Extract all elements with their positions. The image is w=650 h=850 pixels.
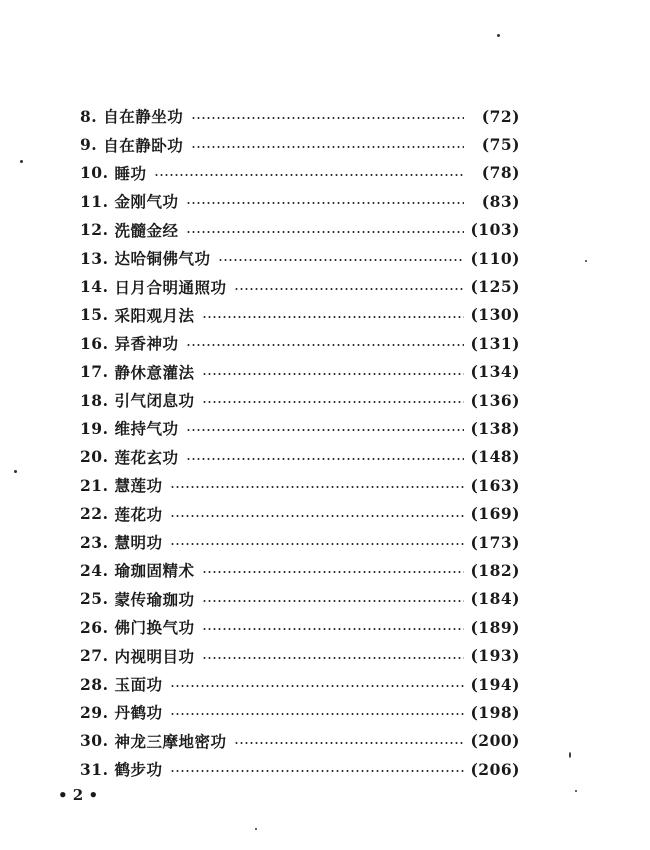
toc-entry-title: 自在静卧功	[103, 135, 184, 155]
toc-entry-title: 佛门换气功	[114, 618, 195, 638]
dot-leader	[154, 174, 464, 176]
toc-entry-page: (78)	[481, 163, 520, 183]
toc-entry-title: 自在静坐功	[103, 107, 184, 127]
toc-entry-title: 维持气功	[114, 419, 179, 439]
toc-entry-title: 睡功	[114, 163, 147, 183]
toc-entry	[80, 358, 520, 386]
dot-leader	[202, 401, 464, 403]
dot-leader	[186, 429, 464, 431]
toc-entry-page: (184)	[470, 589, 520, 609]
toc-entry	[80, 301, 520, 329]
toc-entry	[80, 130, 520, 158]
toc-entry	[80, 698, 520, 726]
dot-leader	[202, 571, 464, 573]
dot-leader	[186, 231, 464, 233]
scan-speck	[585, 260, 587, 262]
toc-entry-number: 26.	[80, 617, 109, 637]
scan-speck	[20, 160, 23, 163]
toc-entry-number: 15.	[80, 305, 109, 325]
toc-entry-number: 25.	[80, 589, 109, 609]
scan-speck	[14, 470, 17, 473]
dot-leader	[170, 543, 464, 545]
toc-entry-number: 17.	[80, 362, 109, 382]
toc-entry-number: 23.	[80, 532, 109, 552]
toc-entry	[80, 329, 520, 357]
dot-leader	[202, 628, 464, 630]
toc-entry-title: 引气闭息功	[114, 391, 195, 411]
toc-entry	[80, 386, 520, 414]
toc-entry	[80, 670, 520, 698]
toc-entry	[80, 244, 520, 272]
toc-entry	[80, 216, 520, 244]
toc-entry-title: 异香神功	[114, 334, 179, 354]
toc-entry-title: 玉面功	[114, 675, 163, 694]
toc-entry-page: (72)	[481, 106, 520, 126]
dot-leader	[234, 288, 464, 290]
dot-leader	[170, 770, 464, 772]
toc-entry-page: (103)	[470, 220, 520, 240]
toc-entry-number: 21.	[80, 475, 109, 495]
toc-entry-title: 瑜珈固精术	[114, 561, 195, 581]
toc-entry	[80, 471, 520, 499]
toc-entry-number: 10.	[80, 163, 109, 183]
toc-entry-page: (206)	[470, 759, 520, 779]
toc-entry	[80, 528, 520, 556]
toc-entry	[80, 641, 520, 669]
toc-entry-title: 蒙传瑜珈功	[114, 589, 195, 609]
toc-entry-title: 内视明目功	[114, 646, 195, 666]
toc-entry	[80, 755, 520, 783]
dot-leader	[186, 344, 464, 346]
toc-entry	[80, 585, 520, 613]
toc-entry-title: 静休意灌法	[114, 362, 195, 382]
toc-entry-number: 22.	[80, 504, 109, 524]
toc-entry-page: (148)	[470, 447, 520, 467]
toc-entry-number: 18.	[80, 390, 109, 410]
toc-entry-page: (189)	[470, 617, 520, 637]
toc-entry-number: 9.	[80, 135, 98, 155]
toc-entry-title: 慧莲功	[114, 476, 163, 496]
toc-entry-title: 莲花功	[114, 504, 163, 524]
toc-entry-title: 神龙三摩地密功	[114, 731, 227, 751]
toc-entry-number: 27.	[80, 646, 109, 666]
toc-entry-page: (138)	[470, 418, 520, 438]
dot-leader	[170, 486, 464, 488]
toc-entry-number: 28.	[80, 674, 109, 694]
toc-entry-page: (182)	[470, 560, 520, 580]
toc-entry-page: (198)	[470, 702, 520, 722]
toc-entry-page: (110)	[470, 248, 520, 268]
toc-entry-page: (173)	[470, 532, 520, 552]
dot-leader	[202, 373, 464, 375]
dot-leader	[234, 742, 464, 744]
toc-entry	[80, 414, 520, 442]
toc-entry-page: (194)	[470, 674, 520, 694]
toc-entry-title: 达哈铜佛气功	[114, 249, 211, 269]
toc-entry-number: 31.	[80, 759, 109, 779]
dot-leader	[170, 713, 464, 715]
toc-entry	[80, 613, 520, 641]
dot-leader	[202, 657, 464, 659]
dot-leader	[218, 259, 464, 261]
toc-entry-page: (193)	[470, 646, 520, 666]
toc-entry	[80, 499, 520, 527]
toc-entry-page: (130)	[470, 305, 520, 325]
toc-entry-title: 日月合明通照功	[114, 277, 227, 297]
toc-entry-title: 莲花玄功	[114, 447, 179, 467]
toc-entry-number: 29.	[80, 702, 109, 722]
dot-leader	[186, 458, 464, 460]
dot-leader	[170, 515, 464, 517]
toc-entry	[80, 159, 520, 187]
toc-entry	[80, 102, 520, 130]
page-number: • 2 •	[58, 786, 99, 804]
dot-leader	[186, 202, 464, 204]
scan-speck	[497, 34, 500, 37]
toc-entry-title: 丹鹤功	[114, 703, 163, 723]
toc-entry-number: 16.	[80, 333, 109, 353]
toc-entry-number: 19.	[80, 418, 109, 438]
toc-entry-page: (200)	[470, 731, 520, 751]
toc-entry	[80, 556, 520, 584]
dot-leader	[202, 316, 464, 318]
toc-entry-page: (75)	[481, 135, 520, 155]
toc-entry	[80, 272, 520, 300]
toc-entry-page: (163)	[470, 475, 520, 495]
dot-leader	[191, 117, 464, 119]
toc-entry-page: (83)	[481, 191, 520, 211]
toc-entry-number: 24.	[80, 560, 109, 580]
toc-entry-page: (131)	[470, 333, 520, 353]
toc-entry-title: 金刚气功	[114, 192, 179, 212]
toc-entry-title: 采阳观月法	[114, 305, 195, 325]
dot-leader	[202, 600, 464, 602]
toc-entry-number: 13.	[80, 248, 109, 268]
scan-speck	[255, 828, 257, 830]
scan-speck	[575, 790, 577, 792]
toc-entry	[80, 727, 520, 755]
scan-speck	[569, 752, 571, 758]
toc-entry-title: 洗髓金经	[114, 220, 179, 240]
toc-entry-number: 8.	[80, 106, 98, 126]
toc-entry	[80, 187, 520, 215]
table-of-contents	[80, 102, 520, 783]
toc-entry-number: 12.	[80, 220, 109, 240]
toc-entry-number: 14.	[80, 277, 109, 297]
dot-leader	[191, 146, 464, 148]
toc-entry-number: 30.	[80, 731, 109, 751]
toc-entry-page: (125)	[470, 277, 520, 297]
toc-entry-page: (169)	[470, 504, 520, 524]
toc-entry-number: 11.	[80, 191, 109, 211]
toc-entry-number: 20.	[80, 447, 109, 467]
toc-entry-title: 鹤步功	[114, 760, 163, 780]
toc-entry-page: (136)	[470, 390, 520, 410]
dot-leader	[170, 685, 464, 687]
toc-entry	[80, 443, 520, 471]
toc-entry-page: (134)	[470, 362, 520, 382]
toc-entry-title: 慧明功	[114, 533, 163, 553]
